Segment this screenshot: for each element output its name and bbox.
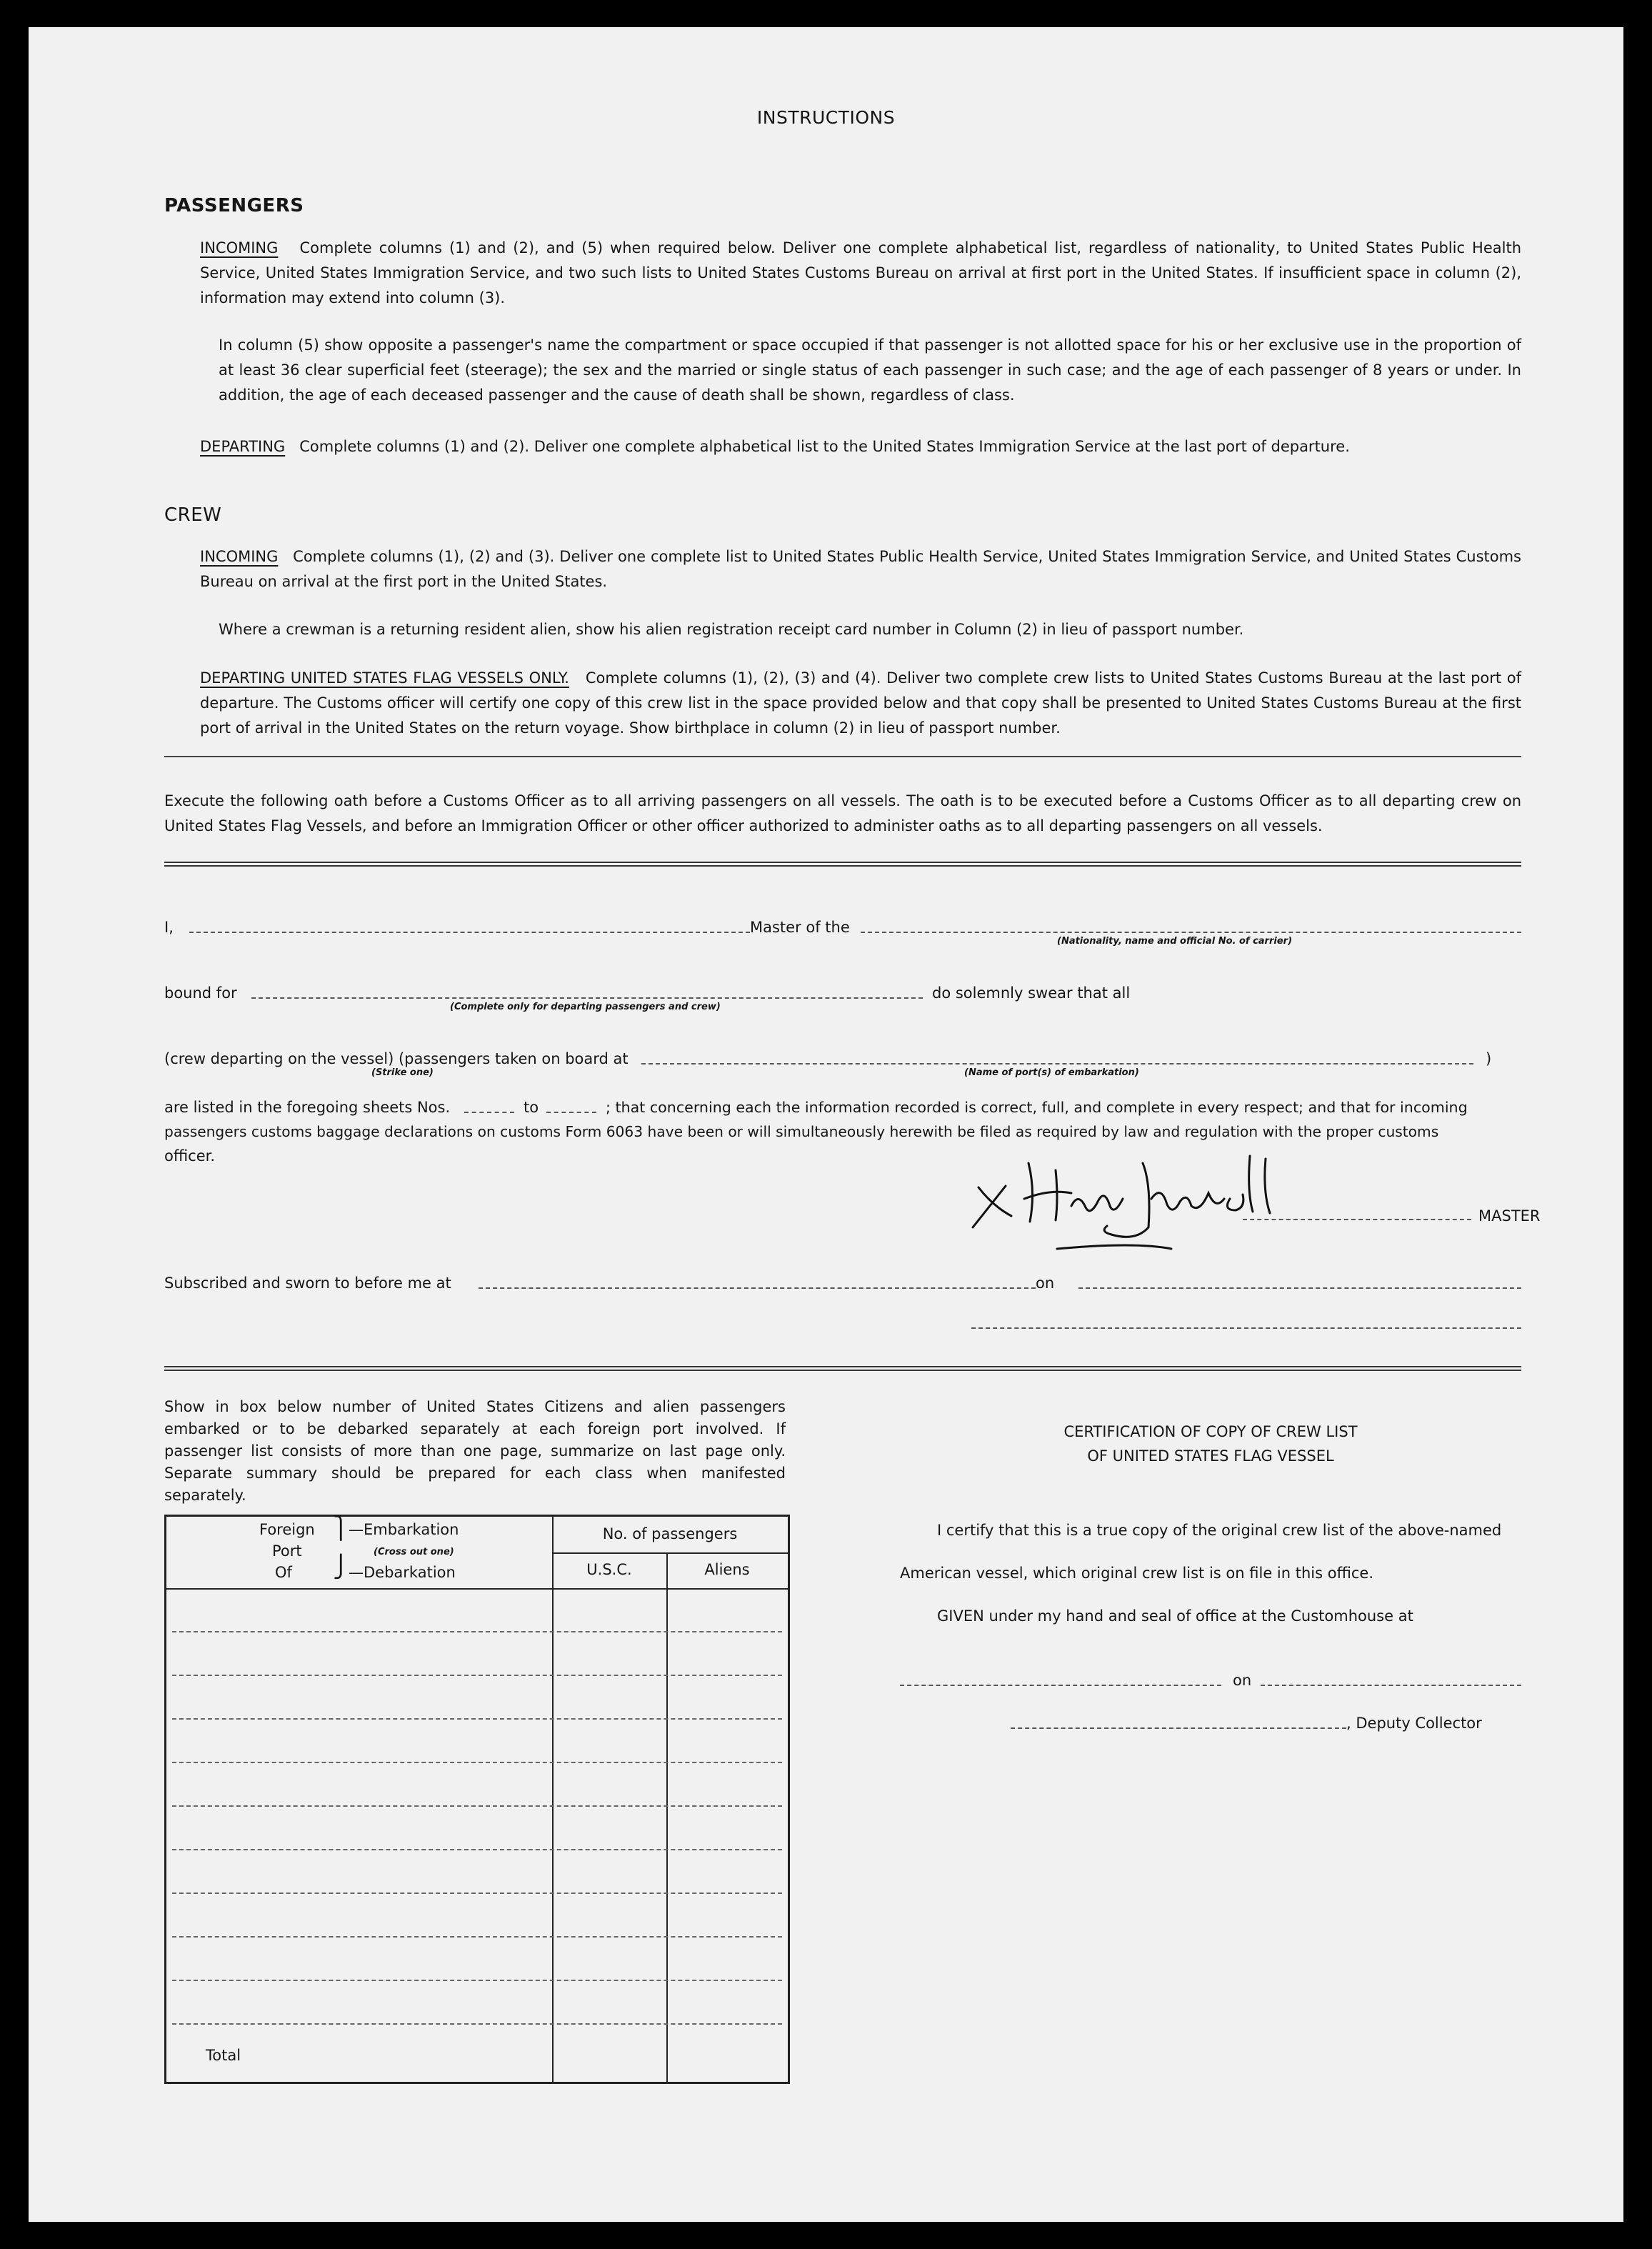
brace-top: ⎫ [333,1516,349,1541]
passengers-column5-paragraph: In column (5) show opposite a passenger's name the compartment or space occupied if that passenger is not allotted space for his or her exclusive use in the proportion of at least 36 clear superficial feet (steerage); the sex and the married or single status of each passenger in such case; and the age of each passenger of 8 years or under. In addition, the age of each deceased passenger and the cause of death shall be shown, regardless of class. [219,336,1521,404]
passenger-summary-table [164,1515,790,2084]
sheet-from-field[interactable] [464,1112,514,1113]
table-row[interactable] [172,1980,782,1981]
double-rule [164,862,1521,867]
passengers-departing-paragraph [200,434,1521,459]
sworn-on-label: on [1036,1275,1055,1292]
table-row[interactable] [172,1675,782,1676]
passengers-incoming-text: Complete columns (1) and (2), and (5) when required below. Deliver one complete alphabetical list, regardless of nationality, to United States Public Health Service, United States Immigration Service, and two such lists to United States Customs Bureau on arrival at first port in the United States. If insufficient space in column (2), information may extend into column (3). [200,239,1521,306]
table-row[interactable] [172,2023,782,2025]
double-rule-lower [164,1366,1521,1371]
crew-departing-text: Complete columns (1), (2), (3) and (4). Deliver two complete crew lists to United States Customs Bureau at the last port of departure. The Customs officer will certify one copy of this crew list in the space provided below and that copy shall be presented to United States Customs Bureau at the first port of arrival in the United States on the return voyage. Show birthplace in column (2) in lieu of passport number. [200,669,1521,737]
crew-incoming-label: INCOMING [200,548,279,565]
crew-departing-label: DEPARTING UNITED STATES FLAG VESSELS ONLY. [200,669,569,687]
customhouse-field[interactable] [900,1685,1221,1686]
certification-title-line2: OF UNITED STATES FLAG VESSEL [1087,1447,1334,1465]
master-signature-line[interactable] [1243,1219,1471,1220]
listed-text-c: passengers customs baggage declarations on customs Form 6063 have been or will simultaneously herewith be filed as required by law and regulation with the proper customs [164,1123,1439,1140]
crew-incoming-text: Complete columns (1), (2) and (3). Deliver one complete list to United States Public Health Service, United States Immigration Service, and United States Customs Bureau on arrival at the first port in the United States. [200,548,1521,590]
strike-one-note: (Strike one) [371,1067,434,1078]
table-subheader-line [552,1552,788,1554]
table-row[interactable] [172,1631,782,1632]
bound-for-field[interactable] [251,997,923,999]
oath-i-label: I, [164,919,174,936]
passengers-heading: PASSENGERS [164,195,304,216]
ports-embarkation-field[interactable] [641,1063,1473,1064]
master-of-the-label: Master of the [750,919,850,936]
oath-intro-paragraph: Execute the following oath before a Customs Officer as to all arriving passengers on all vessels. The oath is to be executed before a Customs Officer as to all departing crew on United States Flag Vessels, and before an Immigration Officer or other officer authorized to administer oaths as to all departing passengers on all vessels. [164,792,1521,834]
certification-on-label: on [1233,1672,1252,1689]
table-row[interactable] [172,1762,782,1763]
brace-bottom: ⎭ [333,1555,349,1580]
port-label: Port [272,1542,302,1560]
master-signature [964,1142,1364,1256]
bound-for-label: bound for [164,984,237,1002]
summary-intro: Show in box below number of United States Citizens and alien passengers embarked or to be debarked separately at each foreign port involved. If passenger list consists of more than one page, summarize on last page only. Separate summary should be prepared for each class when manifested separately. [164,1398,786,1504]
table-divider [552,1517,554,2082]
deputy-collector-field[interactable] [1011,1727,1346,1729]
ports-note: (Name of port(s) of embarkation) [964,1067,1139,1078]
listed-text-d: officer. [164,1147,215,1165]
table-row[interactable] [172,1805,782,1807]
close-paren: ) [1486,1050,1492,1067]
crew-departing-paragraph [200,666,1521,741]
carrier-field[interactable] [861,932,1521,933]
embarkation-label: —Embarkation [349,1521,459,1538]
crew-departing-label-oath: (crew departing on the vessel) (passengers taken on board at [164,1050,629,1067]
page-title: INSTRUCTIONS [756,107,896,128]
table-row[interactable] [172,1893,782,1894]
bound-note: (Complete only for departing passengers and crew) [450,1002,721,1012]
master-label: MASTER [1478,1207,1541,1225]
swear-label: do solemnly swear that all [932,984,1131,1002]
passengers-departing-text: Complete columns (1) and (2). Deliver one complete alphabetical list to the United States Immigration Service at the last port of departure. [299,438,1350,455]
certification-date-field[interactable] [1261,1685,1521,1686]
listed-text-a: are listed in the foregoing sheets Nos. [164,1099,451,1116]
listed-text-b: ; that concerning each the information recorded is correct, full, and complete in every respect; and that for incoming [606,1099,1468,1116]
table-row[interactable] [172,1849,782,1850]
table-row[interactable] [172,1936,782,1938]
table-row[interactable] [172,1718,782,1720]
nationality-note: (Nationality, name and official No. of carrier) [1057,936,1293,947]
crew-crewman-paragraph: Where a crewman is a returning resident alien, show his alien registration receipt card number in Column (2) in lieu of passport number. [219,621,1244,638]
crew-incoming-paragraph [200,544,1521,594]
foreign-label: Foreign [259,1521,315,1538]
sheet-to-field[interactable] [546,1112,596,1113]
certification-line1: I certify that this is a true copy of the original crew list of the above-named [937,1522,1502,1539]
passengers-incoming-paragraph [200,236,1521,311]
aliens-label: Aliens [704,1561,750,1578]
cross-out-note: (Cross out one) [374,1547,454,1557]
no-passengers-label: No. of passengers [602,1525,738,1542]
usc-label: U.S.C. [586,1561,632,1578]
master-name-field[interactable] [189,932,750,933]
subscribed-label: Subscribed and sworn to before me at [164,1275,451,1292]
certification-title-line1: CERTIFICATION OF COPY OF CREW LIST [1063,1423,1358,1440]
sworn-date-field[interactable] [1078,1287,1521,1289]
of-label: Of [275,1564,292,1581]
certification-line2: American vessel, which original crew list is on file in this office. [900,1565,1374,1582]
total-label: Total [206,2047,241,2064]
section-divider [164,756,1521,757]
form-sheet [29,27,1623,2222]
passengers-departing-label: DEPARTING [200,438,286,455]
deputy-collector-label: , Deputy Collector [1346,1715,1482,1732]
sworn-place-field[interactable] [479,1287,1036,1289]
to-label: to [524,1099,539,1116]
crew-heading: CREW [164,504,222,526]
debarkation-label: —Debarkation [349,1564,456,1581]
certification-line3: GIVEN under my hand and seal of office at the Customhouse at [937,1607,1413,1625]
officer-signature-field[interactable] [971,1327,1521,1329]
passengers-incoming-label: INCOMING [200,239,279,256]
